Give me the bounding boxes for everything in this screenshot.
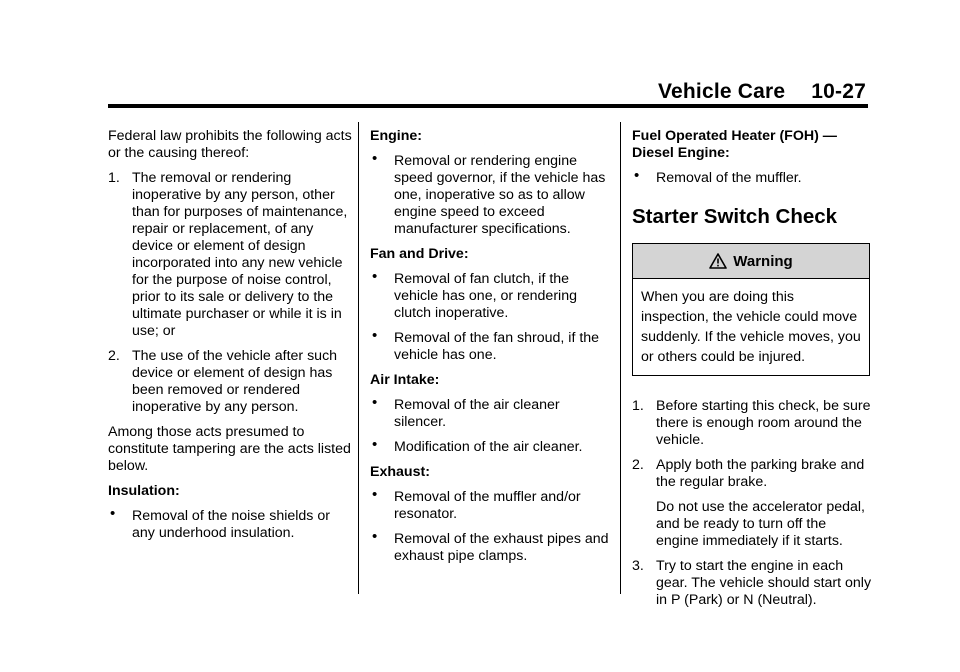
engine-heading: Engine: [370, 128, 423, 144]
exhaust-heading: Exhaust: [370, 464, 430, 480]
section-name: Vehicle Care [657, 80, 786, 103]
bullet-text: Removal of fan clutch, if the vehicle has one, or rendering clutch inoperative. [394, 271, 577, 321]
bullet-text: Removal of the muffler. [656, 170, 802, 186]
numbered-step [632, 457, 872, 491]
warning-title: Warning [733, 252, 793, 270]
bullet-icon: • [372, 150, 378, 167]
bullet-icon: • [110, 505, 116, 522]
numbered-item [108, 348, 352, 416]
step-number: 2. [632, 457, 644, 473]
numbered-step [632, 398, 872, 449]
item-number: 2. [108, 348, 120, 364]
bullet-text: Removal of the fan shroud, if the vehicle has one. [394, 330, 600, 363]
fan-heading: Fan and Drive: [370, 246, 469, 262]
bullet-text: Removal of the noise shields or any underhood insulation. [132, 508, 330, 541]
step-number: 1. [632, 398, 644, 414]
bullet-item [370, 394, 610, 431]
page-header [658, 80, 866, 104]
step-text: Before starting this check, be sure there is enough room around the vehicle. [656, 398, 871, 448]
bullet-icon: • [634, 167, 640, 184]
bullet-icon: • [372, 327, 378, 344]
step-number: 3. [632, 558, 644, 574]
bullet-text: Removal of the muffler and/or resonator. [394, 489, 581, 522]
bullet-icon: • [372, 394, 378, 411]
item-text: The removal or rendering inoperative by any person, other than for purposes of maintenance, repair or replacement, of any device or element of design incorporated into any new vehicle for the purpose of noise control, prior to its sale or delivery to the ultimate purchaser or while it is in use; or [132, 170, 348, 339]
column-2 [370, 128, 610, 573]
bullet-icon: • [372, 436, 378, 453]
item-number: 1. [108, 170, 120, 186]
column-divider-left [358, 122, 359, 594]
bullet-icon: • [372, 486, 378, 503]
warning-triangle-icon [709, 253, 727, 269]
bullet-item [370, 268, 610, 322]
column-1 [108, 128, 352, 550]
section-title: Starter Switch Check [632, 205, 838, 228]
bullet-text: Removal or rendering engine speed governor, if the vehicle has one, inoperative so as to allow engine speed to exceed manufacturer specifications. [394, 153, 606, 237]
insulation-heading: Insulation: [108, 483, 180, 499]
column-divider-right [620, 122, 621, 594]
foh-heading: Fuel Operated Heater (FOH) — Diesel Engine: [632, 128, 837, 161]
bullet-item [370, 528, 610, 565]
numbered-item [108, 170, 352, 340]
bullet-item [108, 505, 352, 542]
warning-box [632, 243, 870, 376]
bullet-icon: • [372, 268, 378, 285]
numbered-step [632, 558, 872, 609]
bullet-item [632, 167, 872, 187]
step-text: Apply both the parking brake and the regular brake. [656, 457, 865, 490]
bullet-item [370, 486, 610, 523]
bullet-text: Removal of the exhaust pipes and exhaust pipe clamps. [394, 531, 609, 564]
bullet-text: Removal of the air cleaner silencer. [394, 397, 560, 430]
intro-paragraph: Federal law prohibits the following acts or the causing thereof: [108, 128, 352, 161]
step-note: Do not use the accelerator pedal, and be ready to turn off the engine immediately if it starts. [656, 499, 866, 549]
header-rule [108, 104, 868, 108]
air-intake-heading: Air Intake: [370, 372, 440, 388]
bullet-text: Modification of the air cleaner. [394, 439, 583, 455]
tampering-paragraph: Among those acts presumed to constitute tampering are the acts listed below. [108, 424, 351, 474]
bullet-icon: • [372, 528, 378, 545]
bullet-item [370, 436, 610, 456]
page-number: 10-27 [811, 80, 866, 103]
bullet-item [370, 150, 610, 238]
step-text: Try to start the engine in each gear. The vehicle should start only in P (Park) or N (Neutral). [656, 558, 872, 608]
column-3 [632, 128, 872, 617]
warning-header [633, 244, 869, 279]
bullet-item [370, 327, 610, 364]
warning-text: When you are doing this inspection, the vehicle could move suddenly. If the vehicle moves, you or others could be injured. [641, 289, 861, 365]
item-text: The use of the vehicle after such device or element of design has been removed or rendered inoperative by any person. [132, 348, 338, 415]
